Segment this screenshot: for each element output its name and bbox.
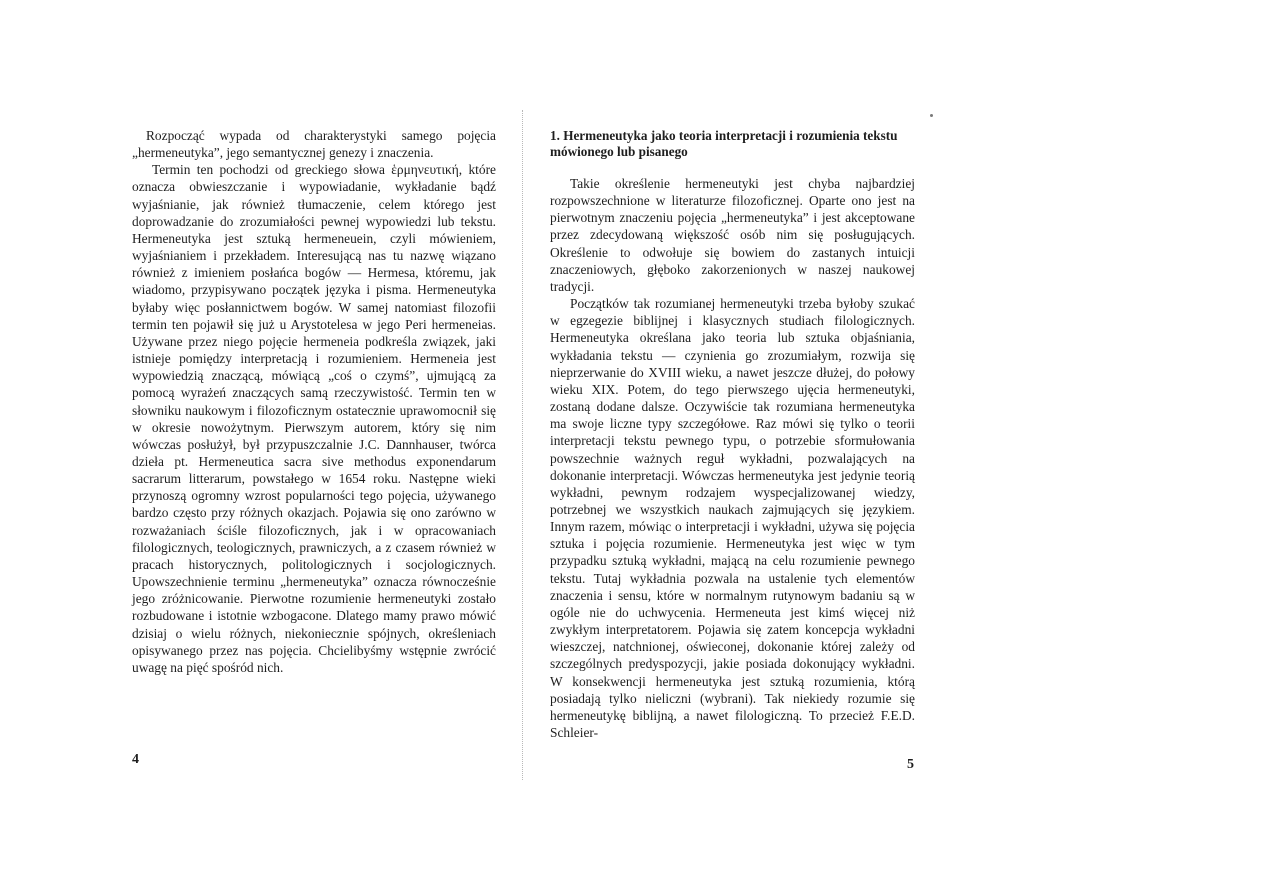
left-page <box>0 0 520 893</box>
left-paragraph-2: Termin ten pochodzi od greckiego słowa ἑρμηνευτική, które oznacza obwieszczanie i wypowiadanie, wykładanie bądź wyjaśnianie, jak również tłumaczenie, celem którego jest doprowadzanie do zrozumiałości pewnej wypowiedzi lub tekstu. Hermeneutyka jest sztuką hermeneuein, czyli mówieniem, wyjaśnianiem i przekładem. Interesującą nas tu nazwę wiązano również z imieniem posłańca bogów — Hermesa, któremu, jak wiadomo, przypisywano początek języka i pisma. Hermeneutyka byłaby więc posłannictwem bogów. W samej natomiast filozofii termin ten pojawił się już u Arystotelesa w jego Peri hermeneias. Używane przez niego pojęcie hermeneia podkreśla związek, jaki istnieje pomiędzy interpretacją i rozumieniem. Hermeneia jest wypowiedzią znaczącą, mówiącą „coś o czymś”, ujmującą za pomocą wyrażeń znaczących samą rzeczywistość. Termin ten w słowniku naukowym i filozoficznym ostatecznie uprawomocnił się w okresie nowożytnym. Pierwszym autorem, który się nim wówczas posłużył, był przypuszczalnie J.C. Dannhauser, twórca dzieła pt. Hermeneutica sacra sive methodus exponendarum sacrarum litterarum, powstałego w 1654 roku. Następne wieki przynoszą ogromny wzrost popularności tego pojęcia, używanego bardzo często przy różnych okazjach. Pojawia się ono zarówno w rozważaniach ściśle filozoficznych, jak i w opracowaniach filologicznych, teologicznych, prawniczych, a z czasem również w pracach historycznych, politologicznych i socjologicznych. Upowszechnienie terminu „hermeneutyka” oznacza równocześnie jego zróżnicowanie. Pierwotne rozumienie hermeneutyki zostało rozbudowane i istotnie wzbogacone. Dlatego mamy prawo mówić dzisiaj o wielu różnych, niekoniecznie spójnych, określeniach opisywanego przez nas pojęcia. Chcielibyśmy wstępnie zwrócić uwagę na pięć spośród nich. <box>132 162 496 675</box>
page-number-left: 4 <box>132 752 139 767</box>
right-page-body <box>550 175 915 741</box>
left-paragraph-1: Rozpocząć wypada od charakterystyki samego pojęcia „hermeneutyka”, jego semantycznej genezy i znaczenia. <box>132 128 496 161</box>
section-heading: 1. Hermeneutyka jako teoria interpretacji i rozumienia tekstu mówionego lub pisanego <box>550 128 898 159</box>
left-page-body <box>132 127 496 676</box>
right-paragraph-1: Takie określenie hermeneutyki jest chyba najbardziej rozpowszechnione w literaturze filozoficznej. Oparte ono jest na pierwotnym znaczeniu pojęcia „hermeneutyka” i jest akceptowane przez zdecydowaną większość osób nim się posługujących. Określenie to odwołuje się bowiem do zastanych intuicji znaczeniowych, głęboko zakorzenionych w naszej naukowej tradycji. <box>550 176 915 294</box>
page-number-right: 5 <box>907 757 914 772</box>
right-page <box>527 0 1263 893</box>
scan-speck <box>930 114 933 117</box>
book-gutter <box>522 110 523 780</box>
right-paragraph-2: Początków tak rozumianej hermeneutyki trzeba byłoby szukać w egzegezie biblijnej i klasycznych studiach filologicznych. Hermeneutyka określana jako teoria lub sztuka objaśniania, wykładania tekstu — czynienia go zrozumiałym, rozwija się nieprzerwanie do XVIII wieku, a nawet jeszcze dłużej, do połowy wieku XIX. Potem, do tego pierwszego ujęcia hermeneutyki, zostaną dodane dalsze. Oczywiście tak rozumiana hermeneutyka ma swoje liczne typy szczegółowe. Raz mówi się tylko o teorii interpretacji tekstu pewnego typu, o potrzebie sformułowania powszechnie ważnych reguł wykładni, pozwalających na dokonanie interpretacji. Wówczas hermeneutyka jest jedynie teorią wykładni, pewnym rodzajem wyspecjalizowanej wiedzy, potrzebnej we wszystkich naukach zajmujących się językiem. Innym razem, mówiąc o interpretacji i wykładni, używa się pojęcia sztuka i pojęcia rozumienie. Hermeneutyka jest więc w tym przypadku sztuką wykładni, mającą na celu rozumienie pewnego tekstu. Tutaj wykładnia pozwala na ustalenie tych elementów znaczenia i sensu, które w normalnym rutynowym badaniu są w ogóle nie do uchwycenia. Hermeneuta jest kimś więcej niż zwykłym interpretatorem. Pojawia się zatem koncepcja wykładni wieszczej, natchnionej, oświeconej, dokonanie której zależy od szczególnych predyspozycji, jakie posiada dokonujący wykładni. W konsekwencji hermeneutyka jest sztuką rozumienia, którą posiadają tylko nieliczni (wybrani). Tak niekiedy rozumie się hermeneutykę biblijną, a nawet filologiczną. To przecież F.E.D. Schleier- <box>550 296 915 740</box>
